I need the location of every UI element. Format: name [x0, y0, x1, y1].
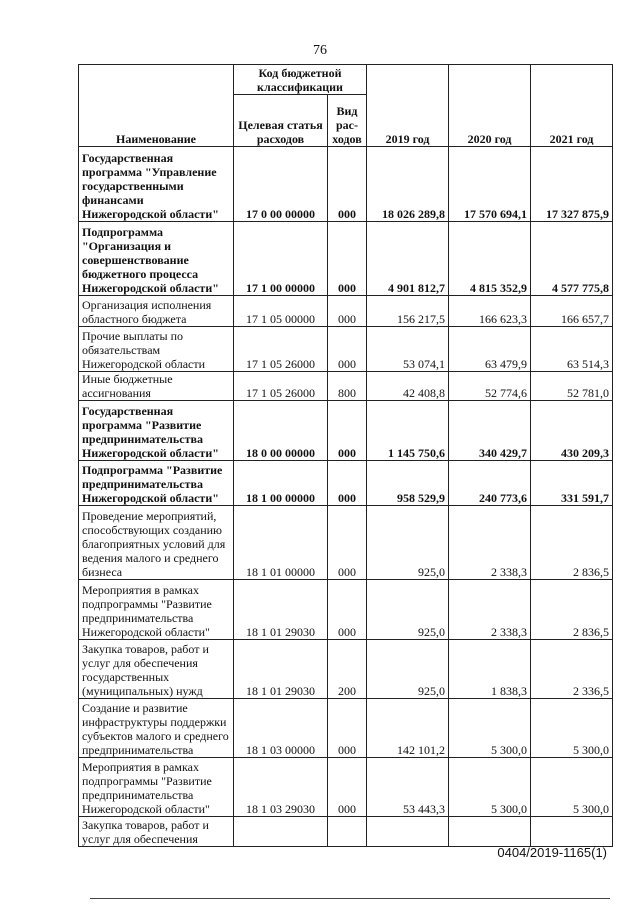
row-name: Проведение мероприятий, способствующих созданию благоприятных условий для ведения малого и среднего бизнеса: [79, 506, 234, 580]
row-2020: 166 623,3: [449, 296, 531, 327]
row-vid: 000: [328, 580, 367, 640]
row-2020: 17 570 694,1: [449, 147, 531, 222]
row-2021: [531, 817, 613, 847]
row-name: Создание и развитие инфраструктуры поддержки субъектов малого и среднего предпринимательства: [79, 699, 234, 758]
table-row: [79, 327, 613, 372]
row-2019: 53 443,3: [367, 758, 449, 817]
table-row: [79, 758, 613, 817]
row-2021: 166 657,7: [531, 296, 613, 327]
table-row: [79, 401, 613, 461]
row-name: Организация исполнения областного бюджета: [79, 296, 234, 327]
header-code-group: Код бюджетной классификации: [234, 65, 367, 95]
row-2020: [449, 817, 531, 847]
table-row: [79, 296, 613, 327]
row-name: Иные бюджетные ассигнования: [79, 372, 234, 401]
row-name: Закупка товаров, работ и услуг для обеспечения: [79, 817, 234, 847]
row-vid: 200: [328, 640, 367, 699]
row-2020: 5 300,0: [449, 758, 531, 817]
header-2021: 2021 год: [531, 65, 613, 147]
row-2019: 958 529,9: [367, 461, 449, 506]
row-2021: 4 577 775,8: [531, 222, 613, 296]
row-vid: 000: [328, 296, 367, 327]
table-row: [79, 817, 613, 847]
table-row: [79, 147, 613, 222]
row-name: Подпрограмма "Развитие предпринимательства Нижегородской области": [79, 461, 234, 506]
row-2020: 5 300,0: [449, 699, 531, 758]
row-2020: 63 479,9: [449, 327, 531, 372]
row-code: 18 1 01 29030: [234, 640, 328, 699]
header-2019: 2019 год: [367, 65, 449, 147]
header-target-article: Целевая статья расходов: [234, 95, 328, 147]
row-vid: 000: [328, 401, 367, 461]
row-code: [234, 817, 328, 847]
row-vid: 000: [328, 506, 367, 580]
row-vid: 000: [328, 758, 367, 817]
row-2020: 52 774,6: [449, 372, 531, 401]
row-2019: 53 074,1: [367, 327, 449, 372]
page-number: 76: [313, 43, 327, 58]
row-code: 18 1 01 29030: [234, 580, 328, 640]
row-code: 17 1 05 26000: [234, 372, 328, 401]
row-2019: 1 145 750,6: [367, 401, 449, 461]
table-row: [79, 461, 613, 506]
row-2021: 5 300,0: [531, 758, 613, 817]
row-2019: 925,0: [367, 506, 449, 580]
header-name: Наименование: [79, 65, 234, 147]
row-code: 17 1 00 00000: [234, 222, 328, 296]
row-2020: 2 338,3: [449, 580, 531, 640]
row-2019: 142 101,2: [367, 699, 449, 758]
header-2020: 2020 год: [449, 65, 531, 147]
row-2020: 4 815 352,9: [449, 222, 531, 296]
row-name: Мероприятия в рамках подпрограммы "Развитие предпринимательства Нижегородской области": [79, 758, 234, 817]
row-2019: 925,0: [367, 580, 449, 640]
row-vid: 000: [328, 222, 367, 296]
row-vid: [328, 817, 367, 847]
table-row: [79, 506, 613, 580]
table-row: [79, 640, 613, 699]
table-row: [79, 222, 613, 296]
row-name: Закупка товаров, работ и услуг для обеспечения государственных (муниципальных) нужд: [79, 640, 234, 699]
row-2020: 240 773,6: [449, 461, 531, 506]
row-2021: 2 836,5: [531, 580, 613, 640]
row-vid: 800: [328, 372, 367, 401]
row-2019: 18 026 289,8: [367, 147, 449, 222]
row-code: 17 1 05 26000: [234, 327, 328, 372]
row-name: Прочие выплаты по обязательствам Нижегородской области: [79, 327, 234, 372]
document-number: 0404/2019-1165(1): [497, 845, 607, 860]
row-2019: 156 217,5: [367, 296, 449, 327]
row-vid: 000: [328, 147, 367, 222]
row-2019: 925,0: [367, 640, 449, 699]
row-code: 18 1 00 00000: [234, 461, 328, 506]
row-code: 18 1 03 29030: [234, 758, 328, 817]
row-2021: 63 514,3: [531, 327, 613, 372]
row-name: Подпрограмма "Организация и совершенствование бюджетного процесса Нижегородской области": [79, 222, 234, 296]
row-2021: 52 781,0: [531, 372, 613, 401]
row-name: Мероприятия в рамках подпрограммы "Развитие предпринимательства Нижегородской области": [79, 580, 234, 640]
row-2021: 17 327 875,9: [531, 147, 613, 222]
row-2019: 4 901 812,7: [367, 222, 449, 296]
row-2019: 42 408,8: [367, 372, 449, 401]
row-2021: 331 591,7: [531, 461, 613, 506]
row-2021: 5 300,0: [531, 699, 613, 758]
row-code: 17 1 05 00000: [234, 296, 328, 327]
budget-table: [78, 64, 613, 847]
row-code: 18 0 00 00000: [234, 401, 328, 461]
table-row: [79, 372, 613, 401]
table-row: [79, 580, 613, 640]
row-2020: 1 838,3: [449, 640, 531, 699]
row-2020: 340 429,7: [449, 401, 531, 461]
row-vid: 000: [328, 699, 367, 758]
row-2021: 430 209,3: [531, 401, 613, 461]
row-name: Государственная программа "Управление государственными финансами Нижегородской области": [79, 147, 234, 222]
row-code: 18 1 01 00000: [234, 506, 328, 580]
header-expense-type: Вид рас-ходов: [328, 95, 367, 147]
row-2021: 2 336,5: [531, 640, 613, 699]
row-vid: 000: [328, 461, 367, 506]
row-vid: 000: [328, 327, 367, 372]
row-2020: 2 338,3: [449, 506, 531, 580]
row-2021: 2 836,5: [531, 506, 613, 580]
row-code: 17 0 00 00000: [234, 147, 328, 222]
row-2019: [367, 817, 449, 847]
table-row: [79, 699, 613, 758]
row-code: 18 1 03 00000: [234, 699, 328, 758]
bottom-rule: [90, 898, 610, 899]
row-name: Государственная программа "Развитие предпринимательства Нижегородской области": [79, 401, 234, 461]
